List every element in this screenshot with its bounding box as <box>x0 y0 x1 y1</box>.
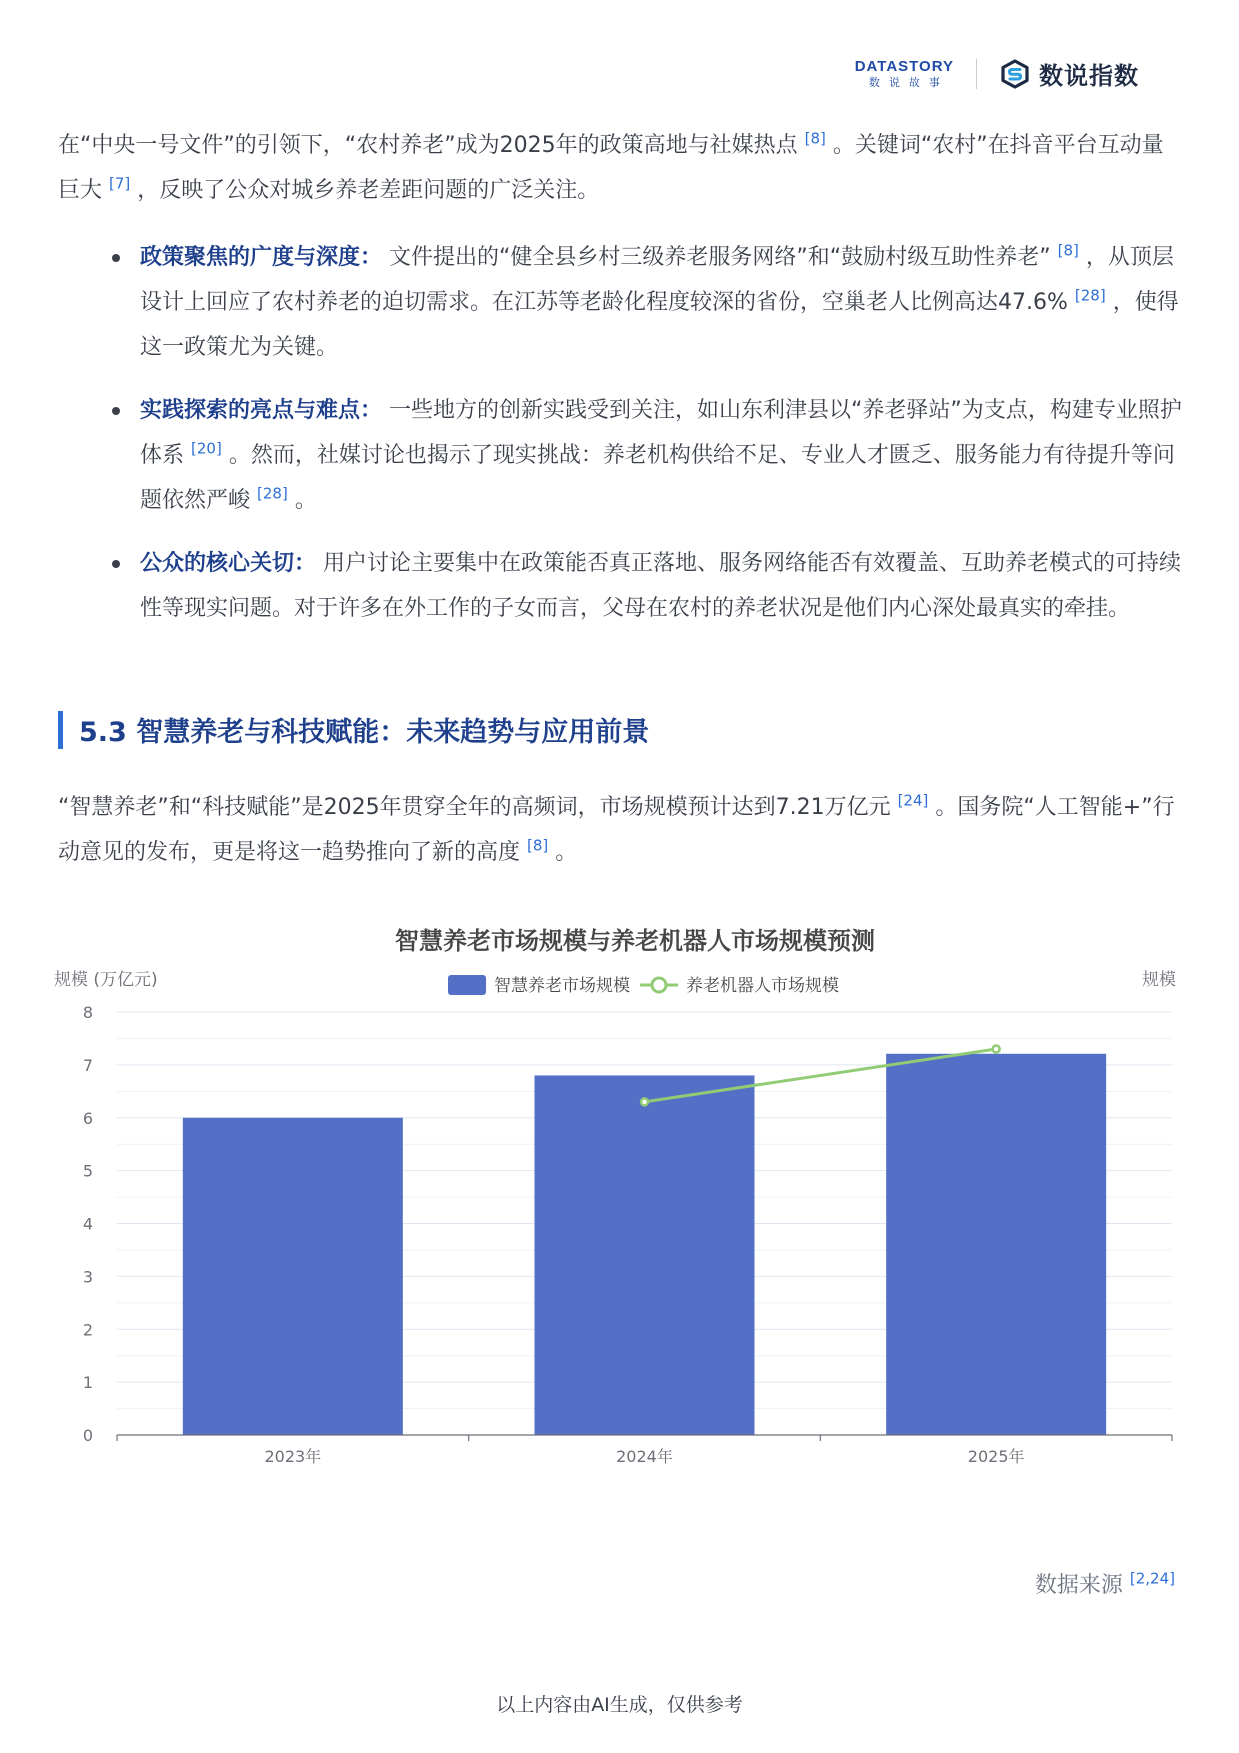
bullet-item <box>58 388 1182 523</box>
y-tick-label: 5 <box>82 1161 93 1181</box>
citation-link[interactable]: [24] <box>897 791 929 810</box>
y-axis-label-left: 规模 (万亿元) <box>54 970 158 990</box>
y-tick-label: 1 <box>82 1373 93 1393</box>
market-size-chart <box>40 905 1190 1565</box>
citation-link[interactable]: [20] <box>191 439 222 458</box>
data-source-label: 数据来源 <box>1034 1573 1123 1598</box>
bullet-item <box>58 235 1182 370</box>
bullet-text: 。然而，社媒讨论也揭示了现实挑战：养老机构供给不足、专业人才匮乏、服务能力有待提升等问题依然严峻 <box>140 443 1175 513</box>
ai-disclaimer: 以上内容由AI生成，仅供参考 <box>496 1694 743 1716</box>
bullet-text: 文件提出的“健全县乡村三级养老服务网络”和“鼓励村级互助性养老” <box>389 245 1051 270</box>
bullet-text: 一些地方的创新实践受到关注，如山东利津县以“养老驿站”为支点，构建专业照护体系 <box>140 398 1182 468</box>
citation-link[interactable]: [8] <box>804 129 826 148</box>
y-tick-label: 2 <box>82 1320 93 1340</box>
bullet-term: 政策聚焦的广度与深度： <box>140 245 383 270</box>
intro-text-2: 。关键词“农村”在抖音平台互动量巨大 <box>58 133 1164 203</box>
x-tick-label: 2024年 <box>616 1447 673 1466</box>
brand-s-icon <box>999 58 1031 90</box>
bullet-item <box>58 541 1182 631</box>
y-tick-label: 4 <box>82 1214 93 1234</box>
citation-link[interactable]: [8] <box>527 836 549 855</box>
datastory-logo-cn: 数说故事 <box>868 76 949 89</box>
y-axis-label-right: 规模 <box>1142 970 1176 990</box>
logo-divider <box>976 59 977 89</box>
citation-link[interactable]: [2,24] <box>1129 1569 1175 1588</box>
bullet-term: 实践探索的亮点与难点： <box>140 398 383 423</box>
x-tick-label: 2025年 <box>967 1447 1025 1466</box>
datastory-logo-text: DATASTORY <box>854 58 954 75</box>
legend-line-label: 养老机器人市场规模 <box>686 976 839 996</box>
legend-bar-swatch <box>448 975 486 995</box>
bullet-text: 。 <box>294 488 317 513</box>
legend-bar-label: 智慧养老市场规模 <box>494 976 630 996</box>
bullet-dot <box>112 254 120 262</box>
line-point <box>993 1046 1000 1053</box>
bullet-dot <box>112 560 120 568</box>
section-text-1: “智慧养老”和“科技赋能”是2025年贯穿全年的高频词，市场规模预计达到7.21万亿元 <box>58 795 891 820</box>
bullet-block <box>58 235 1182 649</box>
bar <box>535 1075 755 1435</box>
section-accent-bar <box>58 711 63 749</box>
y-tick-label: 3 <box>82 1267 93 1287</box>
section-title: 5.3 智慧养老与科技赋能：未来趋势与应用前景 <box>79 717 650 748</box>
section-text-3: 。 <box>555 840 578 865</box>
citation-link[interactable]: [28] <box>1074 286 1106 305</box>
section-heading <box>58 710 649 749</box>
y-tick-label: 6 <box>82 1108 93 1128</box>
bar <box>183 1118 403 1435</box>
intro-text-1: 在“中央一号文件”的引领下，“农村养老”成为2025年的政策高地与社媒热点 <box>58 133 798 158</box>
bullet-dot <box>112 407 120 415</box>
line-point <box>641 1098 648 1105</box>
bullet-text: ，使得这一政策尤为关键。 <box>140 290 1179 360</box>
section-paragraph-block <box>58 785 1182 875</box>
y-tick-label: 7 <box>82 1055 93 1075</box>
chart-title: 智慧养老市场规模与养老机器人市场规模预测 <box>395 927 875 955</box>
intro-paragraph <box>58 123 1182 213</box>
datastory-logo <box>855 59 954 88</box>
header-logos <box>855 56 1139 91</box>
bullet-text: 用户讨论主要集中在政策能否真正落地、服务网络能否有效覆盖、互助养老模式的可持续性等现实问题。对于许多在外工作的子女而言，父母在农村的养老状况是他们内心深处最真实的牵挂。 <box>140 551 1182 621</box>
legend-line-marker <box>652 978 666 992</box>
chart-svg <box>40 905 1190 1565</box>
brand-name: 数说指数 <box>1039 62 1139 90</box>
bullet-list <box>58 235 1182 631</box>
citation-link[interactable]: [28] <box>257 484 288 503</box>
section-paragraph <box>58 785 1182 875</box>
x-tick-label: 2023年 <box>264 1447 322 1466</box>
brand <box>999 56 1139 91</box>
citation-link[interactable]: [8] <box>1057 241 1079 260</box>
intro-text-3: ，反映了公众对城乡养老差距问题的广泛关注。 <box>137 178 600 203</box>
section-text-2: 。国务院“人工智能+”行动意见的发布，更是将这一趋势推向了新的高度 <box>58 795 1175 865</box>
citation-link[interactable]: [7] <box>109 174 131 193</box>
data-source <box>1035 1568 1175 1599</box>
bullet-text: ，从顶层设计上回应了农村养老的迫切需求。在江苏等老龄化程度较深的省份，空巢老人比例高达47.6% <box>140 245 1174 315</box>
bullet-term: 公众的核心关切： <box>140 551 317 576</box>
bar <box>886 1054 1106 1435</box>
y-tick-label: 8 <box>82 1003 93 1022</box>
y-tick-label: 0 <box>82 1426 93 1445</box>
intro-block <box>58 123 1182 213</box>
